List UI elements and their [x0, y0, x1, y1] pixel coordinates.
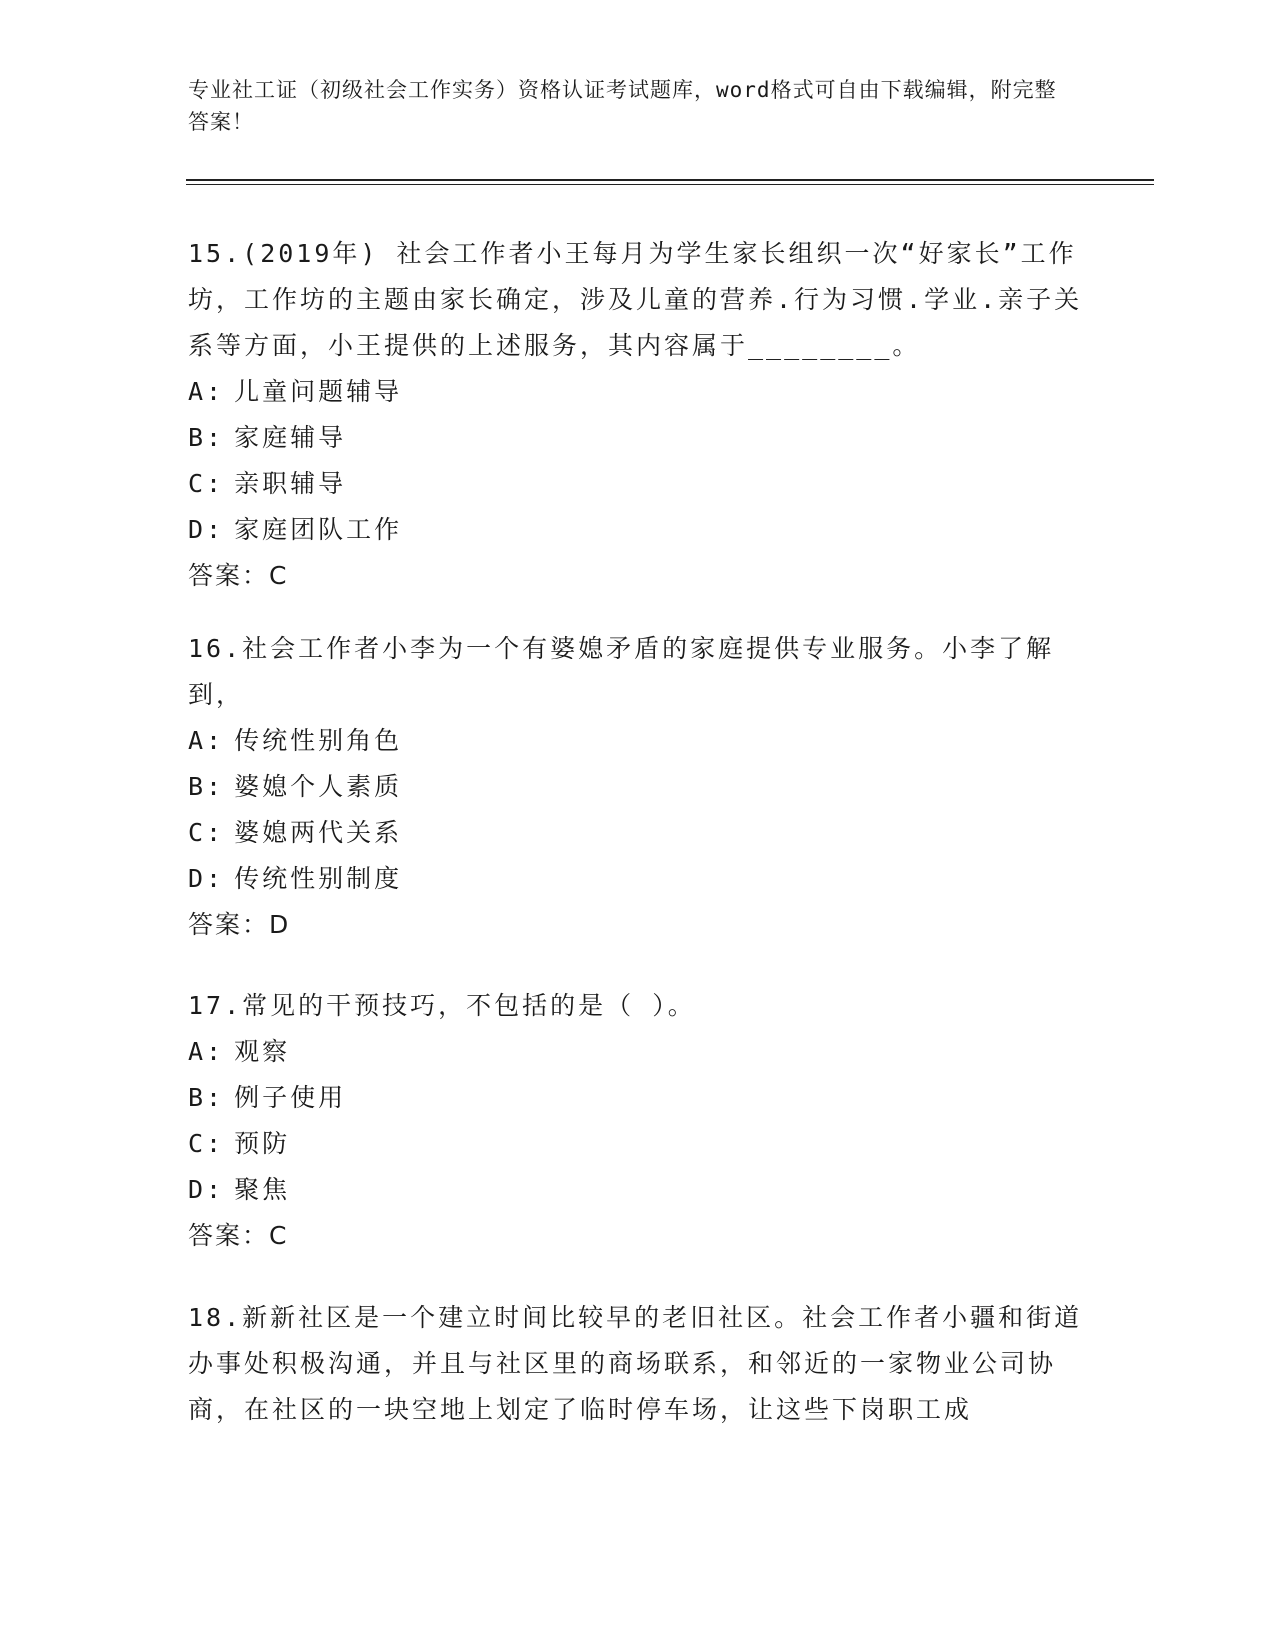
- header-divider-thin: [186, 184, 1154, 185]
- option-label: C:: [188, 1129, 225, 1158]
- option-label: A:: [188, 726, 225, 755]
- option-c: [188, 1121, 1088, 1167]
- option-label: D:: [188, 515, 225, 544]
- option-text: 婆媳个人素质: [234, 772, 403, 801]
- option-b: [188, 1075, 1088, 1121]
- question-text: 18.新新社区是一个建立时间比较早的老旧社区。社会工作者小疆和街道办事处积极沟通，并且与社区里的商场联系，和邻近的一家物业公司协商，在社区的一块空地上划定了临时停车场，让这些下岗职工成: [188, 1303, 1083, 1424]
- option-label: A:: [188, 1037, 225, 1066]
- option-label: A:: [188, 377, 225, 406]
- option-d: [188, 856, 1088, 902]
- option-label: B:: [188, 1083, 225, 1112]
- option-label: C:: [188, 818, 225, 847]
- option-label: B:: [188, 772, 225, 801]
- question-text: 16.社会工作者小李为一个有婆媳矛盾的家庭提供专业服务。小李了解到，: [188, 634, 1055, 709]
- question-text: 15.(2019年) 社会工作者小王每月为学生家长组织一次“好家长”工作坊，工作坊的主题由家长确定，涉及儿童的营养.行为习惯.学业.亲子关系等方面，小王提供的上述服务，其内容属于________。: [188, 239, 1083, 360]
- option-text: 观察: [234, 1037, 291, 1066]
- option-text: 婆媳两代关系: [234, 818, 403, 847]
- option-text: 预防: [234, 1129, 291, 1158]
- question-15: [188, 231, 1088, 599]
- option-a: [188, 369, 1088, 415]
- option-label: D:: [188, 864, 225, 893]
- question-18: [188, 1295, 1088, 1433]
- option-text: 传统性别角色: [234, 726, 403, 755]
- option-d: [188, 1167, 1088, 1213]
- option-d: [188, 507, 1088, 553]
- option-c: [188, 461, 1088, 507]
- option-b: [188, 415, 1088, 461]
- option-text: 亲职辅导: [234, 469, 347, 498]
- option-text: 家庭团队工作: [234, 515, 403, 544]
- question-16: [188, 626, 1088, 948]
- option-text: 家庭辅导: [234, 423, 347, 452]
- header-divider: [186, 179, 1154, 181]
- document-header: 专业社工证（初级社会工作实务）资格认证考试题库，word格式可自由下载编辑，附完整答案！: [188, 78, 1057, 134]
- answer-text: 答案：D: [188, 910, 291, 939]
- option-c: [188, 810, 1088, 856]
- option-text: 儿童问题辅导: [234, 377, 403, 406]
- option-a: [188, 718, 1088, 764]
- answer-text: 答案：C: [188, 561, 289, 590]
- question-text: 17.常见的干预技巧，不包括的是（ ）。: [188, 991, 696, 1020]
- option-label: C:: [188, 469, 225, 498]
- question-17: [188, 983, 1088, 1259]
- option-text: 传统性别制度: [234, 864, 403, 893]
- option-label: B:: [188, 423, 225, 452]
- option-text: 例子使用: [234, 1083, 347, 1112]
- option-label: D:: [188, 1175, 225, 1204]
- option-text: 聚焦: [234, 1175, 291, 1204]
- option-a: [188, 1029, 1088, 1075]
- option-b: [188, 764, 1088, 810]
- answer-text: 答案：C: [188, 1221, 289, 1250]
